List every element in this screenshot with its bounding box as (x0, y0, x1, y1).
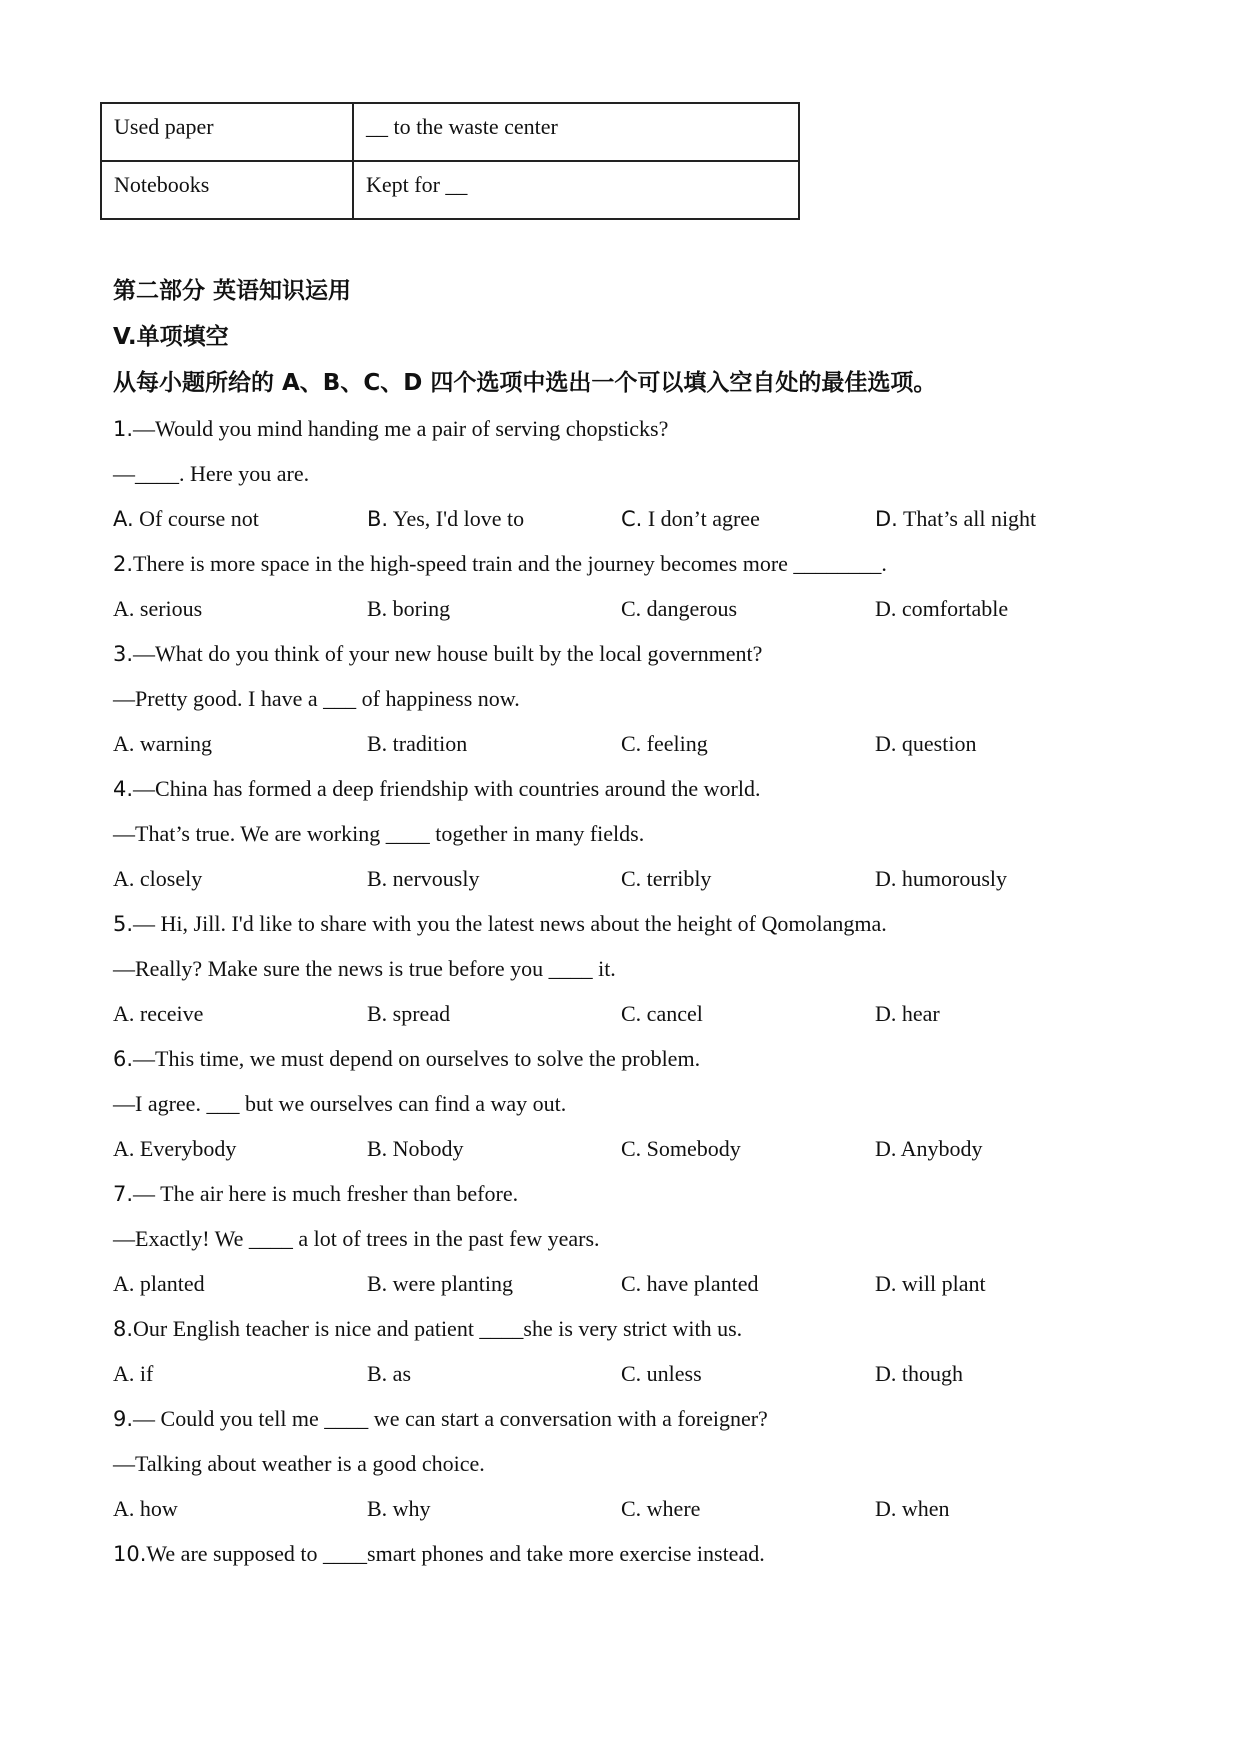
question-response: —Talking about weather is a good choice. (113, 1451, 485, 1476)
option-c[interactable]: C. where (621, 1496, 701, 1521)
question-text: — Could you tell me ____ we can start a conversation with a foreigner? (133, 1406, 768, 1431)
option-d[interactable]: D. though (875, 1361, 963, 1386)
question-stem (113, 541, 1153, 586)
question-response: —That’s true. We are working ____ together in many fields. (113, 821, 645, 846)
question-stem (113, 406, 1153, 451)
question-text: —What do you think of your new house built by the local government? (133, 641, 763, 666)
option-d[interactable]: D. question (875, 731, 977, 756)
option-c[interactable]: C. terribly (621, 866, 712, 891)
option-c[interactable]: C. Somebody (621, 1136, 741, 1161)
option-b[interactable]: B. tradition (367, 731, 468, 756)
option-d[interactable]: D. when (875, 1496, 950, 1521)
option-a[interactable]: A. receive (113, 1001, 204, 1026)
options-row (113, 1126, 1153, 1171)
question-text: There is more space in the high-speed train and the journey becomes more ________. (133, 551, 887, 576)
question-number: 5. (113, 912, 134, 936)
question-stem (113, 1036, 1153, 1081)
option-b[interactable]: B. why (367, 1496, 431, 1521)
option-d[interactable]: D. will plant (875, 1271, 986, 1296)
question-response: —Pretty good. I have a ___ of happiness now. (113, 686, 520, 711)
question-number: 2. (113, 552, 134, 576)
question-text: — The air here is much fresher than before. (133, 1181, 519, 1206)
options-row (113, 496, 1153, 541)
option-d[interactable]: D. Anybody (875, 1136, 983, 1161)
option-b[interactable]: B. Yes, I'd love to (367, 506, 525, 531)
question-stem (113, 1306, 1153, 1351)
question-text: —Would you mind handing me a pair of serving chopsticks? (133, 416, 669, 441)
option-c[interactable]: C. dangerous (621, 596, 738, 621)
option-c[interactable]: C. have planted (621, 1271, 759, 1296)
option-b[interactable]: B. nervously (367, 866, 480, 891)
question-number: 7. (113, 1182, 134, 1206)
option-d[interactable]: D. humorously (875, 866, 1007, 891)
question-number: 4. (113, 777, 134, 801)
option-a[interactable]: A. how (113, 1496, 178, 1521)
options-row (113, 1261, 1153, 1306)
table-cell-item: Notebooks (101, 161, 353, 219)
table-row (101, 103, 799, 161)
question-text: — Hi, Jill. I'd like to share with you the latest news about the height of Qomolangma. (133, 911, 887, 936)
option-b[interactable]: B. boring (367, 596, 451, 621)
question-response: —____. Here you are. (113, 461, 310, 486)
info-table (100, 102, 800, 220)
exam-content (113, 268, 1153, 1576)
option-b[interactable]: B. were planting (367, 1271, 514, 1296)
option-b[interactable]: B. Nobody (367, 1136, 464, 1161)
option-c[interactable]: C. feeling (621, 731, 708, 756)
question-text: We are supposed to ____smart phones and take more exercise instead. (146, 1541, 765, 1566)
question-response: —I agree. ___ but we ourselves can find a way out. (113, 1091, 567, 1116)
option-a[interactable]: A. closely (113, 866, 203, 891)
question-number: 8. (113, 1317, 134, 1341)
option-c[interactable]: C. cancel (621, 1001, 703, 1026)
options-row (113, 991, 1153, 1036)
section-subtitle: V.单项填空 (113, 324, 229, 350)
options-row (113, 586, 1153, 631)
option-d[interactable]: D. comfortable (875, 596, 1009, 621)
question-stem (113, 631, 1153, 676)
option-a[interactable]: A. Everybody (113, 1136, 237, 1161)
question-number: 9. (113, 1407, 134, 1431)
option-a[interactable]: A. Of course not (113, 506, 259, 531)
question-number: 3. (113, 642, 134, 666)
option-d[interactable]: D. hear (875, 1001, 940, 1026)
table-cell-value: __ to the waste center (353, 103, 799, 161)
question-stem (113, 766, 1153, 811)
section-instruction: 从每小题所给的 A、B、C、D 四个选项中选出一个可以填入空自处的最佳选项。 (113, 370, 937, 396)
question-text: Our English teacher is nice and patient ____she is very strict with us. (133, 1316, 743, 1341)
question-text: —This time, we must depend on ourselves to solve the problem. (133, 1046, 701, 1071)
question-number: 6. (113, 1047, 134, 1071)
option-c[interactable]: C. unless (621, 1361, 702, 1386)
option-c[interactable]: C. I don’t agree (621, 506, 760, 531)
option-a[interactable]: A. if (113, 1361, 154, 1386)
question-stem (113, 1531, 1153, 1576)
option-a[interactable]: A. planted (113, 1271, 205, 1296)
question-stem (113, 1396, 1153, 1441)
table-cell-item: Used paper (101, 103, 353, 161)
options-row (113, 721, 1153, 766)
question-response: —Really? Make sure the news is true before you ____ it. (113, 956, 616, 981)
option-a[interactable]: A. serious (113, 596, 203, 621)
option-d[interactable]: D. That’s all night (875, 506, 1037, 531)
options-row (113, 856, 1153, 901)
question-number: 10. (113, 1542, 147, 1566)
table-cell-value: Kept for __ (353, 161, 799, 219)
options-row (113, 1351, 1153, 1396)
question-response: —Exactly! We ____ a lot of trees in the past few years. (113, 1226, 600, 1251)
options-row (113, 1486, 1153, 1531)
question-stem (113, 1171, 1153, 1216)
option-a[interactable]: A. warning (113, 731, 212, 756)
section-title: 第二部分 英语知识运用 (113, 278, 352, 304)
question-text: —China has formed a deep friendship with countries around the world. (133, 776, 761, 801)
question-number: 1. (113, 417, 134, 441)
option-b[interactable]: B. as (367, 1361, 411, 1386)
question-stem (113, 901, 1153, 946)
table-row (101, 161, 799, 219)
option-b[interactable]: B. spread (367, 1001, 451, 1026)
